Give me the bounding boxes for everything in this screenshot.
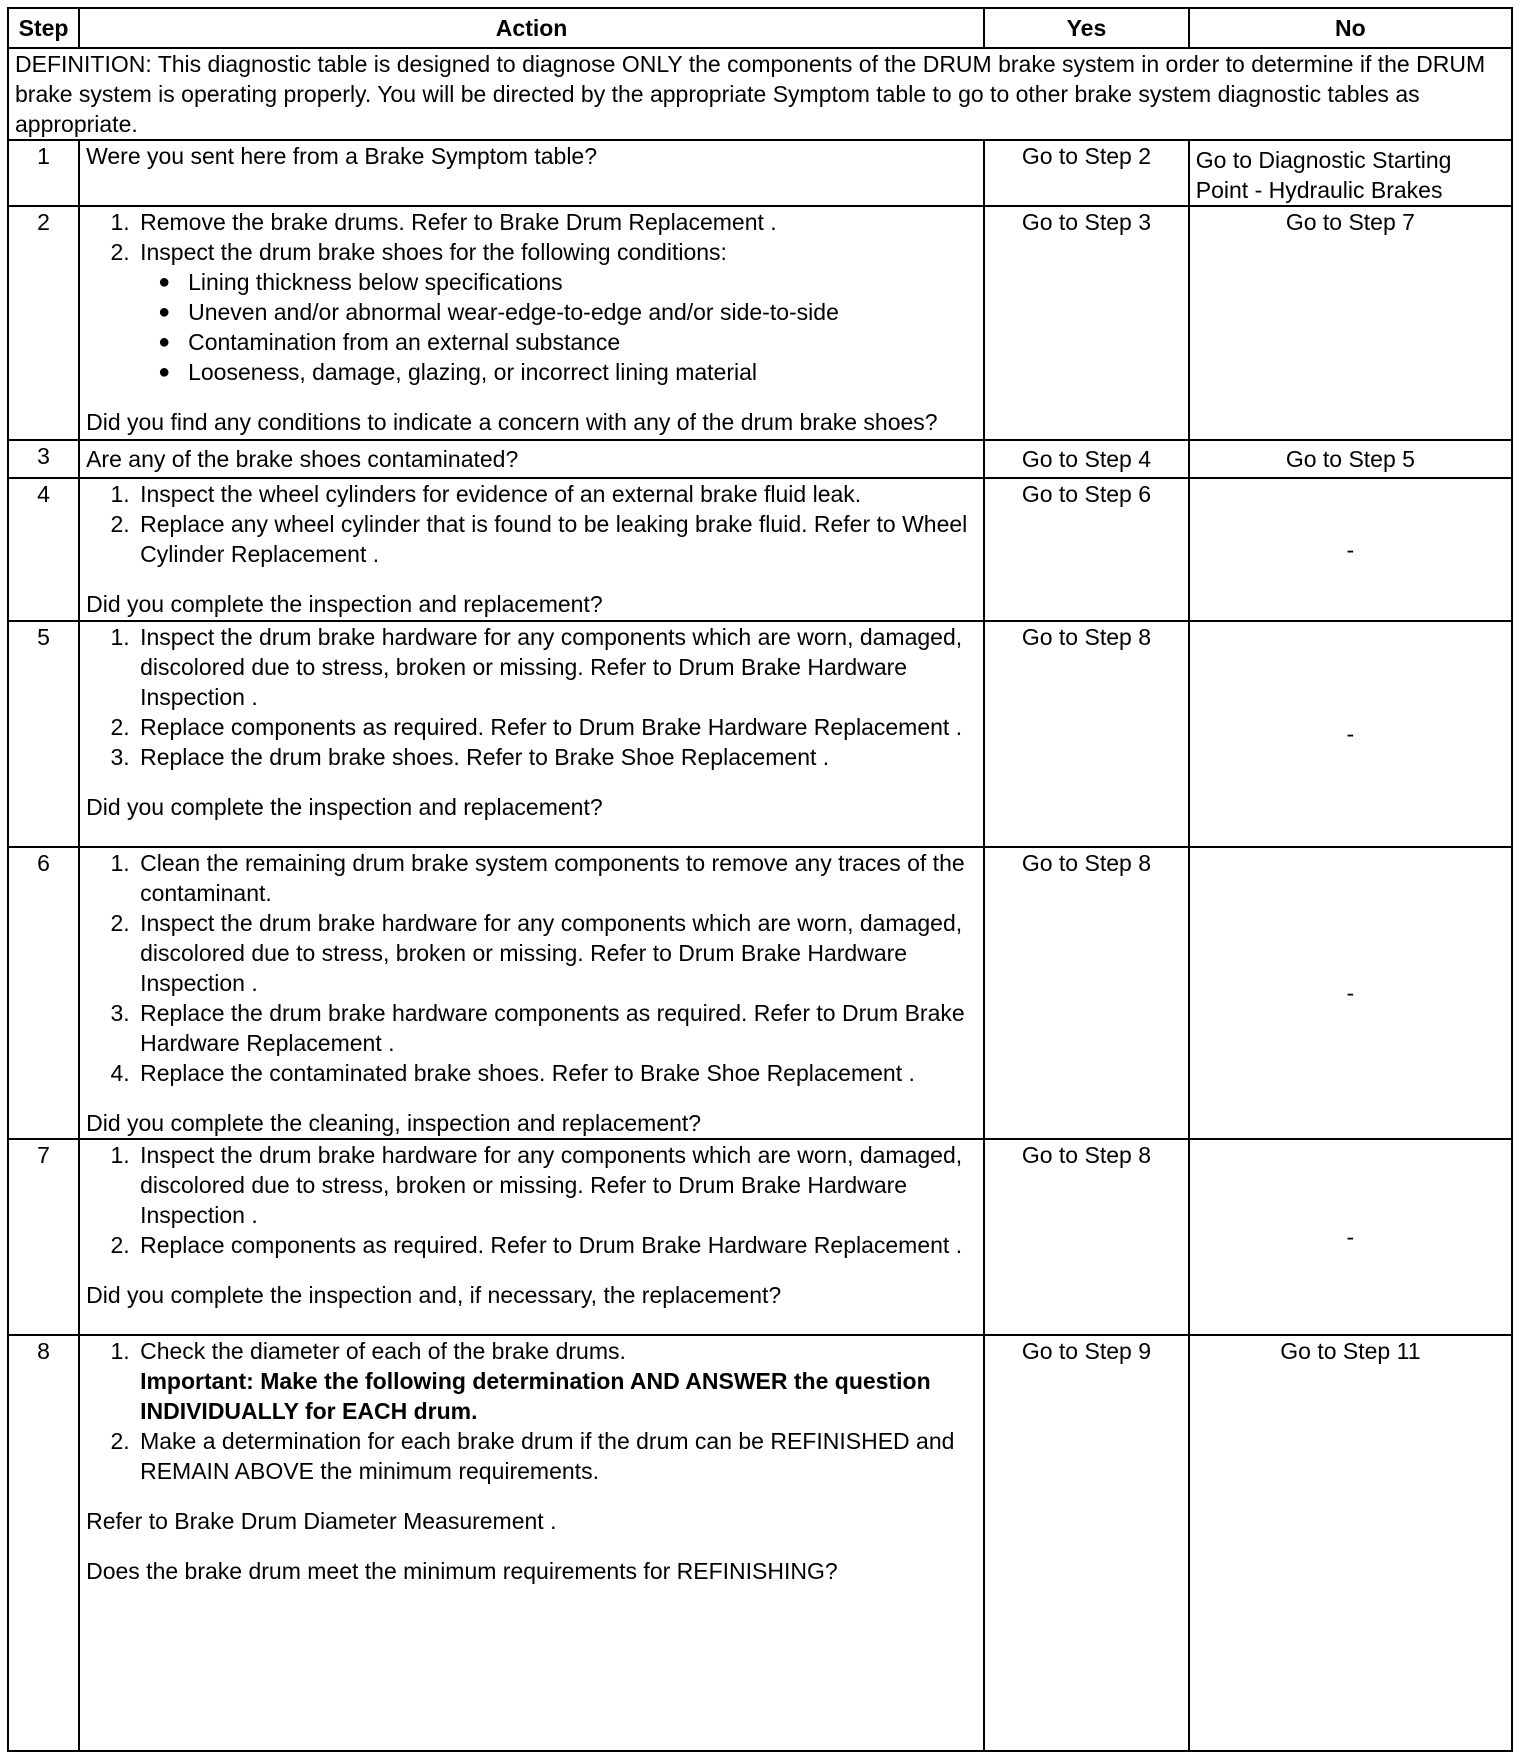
table-row [8, 1335, 1512, 1751]
step-number: 4 [8, 478, 79, 621]
yes-cell: Go to Step 8 [984, 1139, 1189, 1335]
yes-cell: Go to Step 9 [984, 1335, 1189, 1751]
header-step: Step [8, 8, 79, 48]
yes-cell: Go to Step 2 [984, 140, 1189, 206]
diagnostic-table [7, 7, 1513, 1752]
action-cell [79, 847, 984, 1139]
question-text: Did you complete the inspection and replacement? [86, 794, 603, 820]
list-item: 2. Replace any wheel cylinder that is found to be leaking brake fluid. Refer to Wheel Cylinder Replacement . [136, 509, 977, 569]
definition-text: DEFINITION: This diagnostic table is designed to diagnose ONLY the components of the DRUM brake system in order to determine if the DRUM brake system is operating properly. You will be directed by the appropriate Symptom table to go to other brake system diagnostic tables as appropriate. [8, 48, 1512, 140]
no-cell: Go to Diagnostic Starting Point - Hydraulic Brakes [1189, 140, 1512, 206]
list-item: 2. Make a determination for each brake drum if the drum can be REFINISHED and REMAIN ABOVE the minimum requirements. [136, 1426, 977, 1486]
list-item: 3. Replace the drum brake shoes. Refer to Brake Shoe Replacement . [136, 742, 977, 772]
action-list [86, 848, 977, 1088]
list-item: 1. Clean the remaining drum brake system components to remove any traces of the contaminant. [136, 848, 977, 908]
step-number: 3 [8, 440, 79, 478]
no-cell: Go to Step 5 [1189, 440, 1512, 478]
list-item: 3. Replace the drum brake hardware components as required. Refer to Drum Brake Hardware Replacement . [136, 998, 977, 1058]
action-cell [79, 206, 984, 440]
header-action: Action [79, 8, 984, 48]
list-item: 4. Replace the contaminated brake shoes. Refer to Brake Shoe Replacement . [136, 1058, 977, 1088]
list-item: 2. Replace components as required. Refer to Drum Brake Hardware Replacement . [136, 712, 977, 742]
no-cell: - [1189, 1139, 1512, 1335]
question-text: Does the brake drum meet the minimum requirements for REFINISHING? [86, 1558, 838, 1584]
bullet-item: ● Contamination from an external substance [184, 327, 977, 357]
no-cell: - [1189, 478, 1512, 621]
action-list [86, 207, 977, 387]
no-cell: - [1189, 621, 1512, 847]
refer-text: Refer to Brake Drum Diameter Measurement . [86, 1508, 557, 1534]
question-text: Did you complete the inspection and, if necessary, the replacement? [86, 1282, 782, 1308]
list-item: 1. Inspect the drum brake hardware for any components which are worn, damaged, discolored due to stress, broken or missing. Refer to Drum Brake Hardware Inspection . [136, 622, 977, 712]
table-row [8, 440, 1512, 478]
action-list [86, 1336, 977, 1486]
list-item: 1. Inspect the wheel cylinders for evidence of an external brake fluid leak. [136, 479, 977, 509]
action-cell [79, 1139, 984, 1335]
no-cell: - [1189, 847, 1512, 1139]
header-no: No [1189, 8, 1512, 48]
table-row [8, 1139, 1512, 1335]
no-cell: Go to Step 7 [1189, 206, 1512, 440]
question-text: Are any of the brake shoes contaminated? [86, 446, 519, 472]
table-row [8, 140, 1512, 206]
definition-row [8, 48, 1512, 140]
step-number: 7 [8, 1139, 79, 1335]
list-item: 2. Replace components as required. Refer to Drum Brake Hardware Replacement . [136, 1230, 977, 1260]
step-number: 1 [8, 140, 79, 206]
yes-cell: Go to Step 6 [984, 478, 1189, 621]
header-row [8, 8, 1512, 48]
action-cell [79, 621, 984, 847]
list-item-text: Inspect the drum brake shoes for the following conditions: [140, 239, 727, 265]
bullet-item: ● Looseness, damage, glazing, or incorrect lining material [184, 357, 977, 387]
table-row [8, 206, 1512, 440]
action-list [86, 479, 977, 569]
yes-cell: Go to Step 8 [984, 847, 1189, 1139]
table-row [8, 478, 1512, 621]
list-item: 1. Inspect the drum brake hardware for any components which are worn, damaged, discolored due to stress, broken or missing. Refer to Drum Brake Hardware Inspection . [136, 1140, 977, 1230]
list-item [136, 237, 977, 387]
table-row [8, 847, 1512, 1139]
step-number: 8 [8, 1335, 79, 1751]
question-text: Did you complete the cleaning, inspection and replacement? [86, 1110, 702, 1136]
no-cell: Go to Step 11 [1189, 1335, 1512, 1751]
bullet-item: ● Uneven and/or abnormal wear-edge-to-edge and/or side-to-side [184, 297, 977, 327]
action-list [86, 1140, 977, 1260]
yes-cell: Go to Step 8 [984, 621, 1189, 847]
header-yes: Yes [984, 8, 1189, 48]
list-item-text: Check the diameter of each of the brake drums. [140, 1338, 626, 1364]
action-cell [79, 1335, 984, 1751]
important-note: Important: Make the following determination AND ANSWER the question INDIVIDUALLY for EACH drum. [140, 1368, 931, 1424]
yes-cell: Go to Step 3 [984, 206, 1189, 440]
step-number: 5 [8, 621, 79, 847]
list-item: 1. Remove the brake drums. Refer to Brake Drum Replacement . [136, 207, 977, 237]
action-list [86, 622, 977, 772]
condition-list [140, 267, 977, 387]
question-text: Did you complete the inspection and replacement? [86, 591, 603, 617]
question-text: Were you sent here from a Brake Symptom table? [86, 143, 598, 169]
step-number: 6 [8, 847, 79, 1139]
step-number: 2 [8, 206, 79, 440]
yes-cell: Go to Step 4 [984, 440, 1189, 478]
action-cell [79, 478, 984, 621]
action-cell [79, 140, 984, 206]
list-item [136, 1336, 977, 1426]
table-row [8, 621, 1512, 847]
bullet-item: ● Lining thickness below specifications [184, 267, 977, 297]
list-item: 2. Inspect the drum brake hardware for any components which are worn, damaged, discolored due to stress, broken or missing. Refer to Drum Brake Hardware Inspection . [136, 908, 977, 998]
question-text: Did you find any conditions to indicate a concern with any of the drum brake shoes? [86, 409, 938, 435]
action-cell [79, 440, 984, 478]
